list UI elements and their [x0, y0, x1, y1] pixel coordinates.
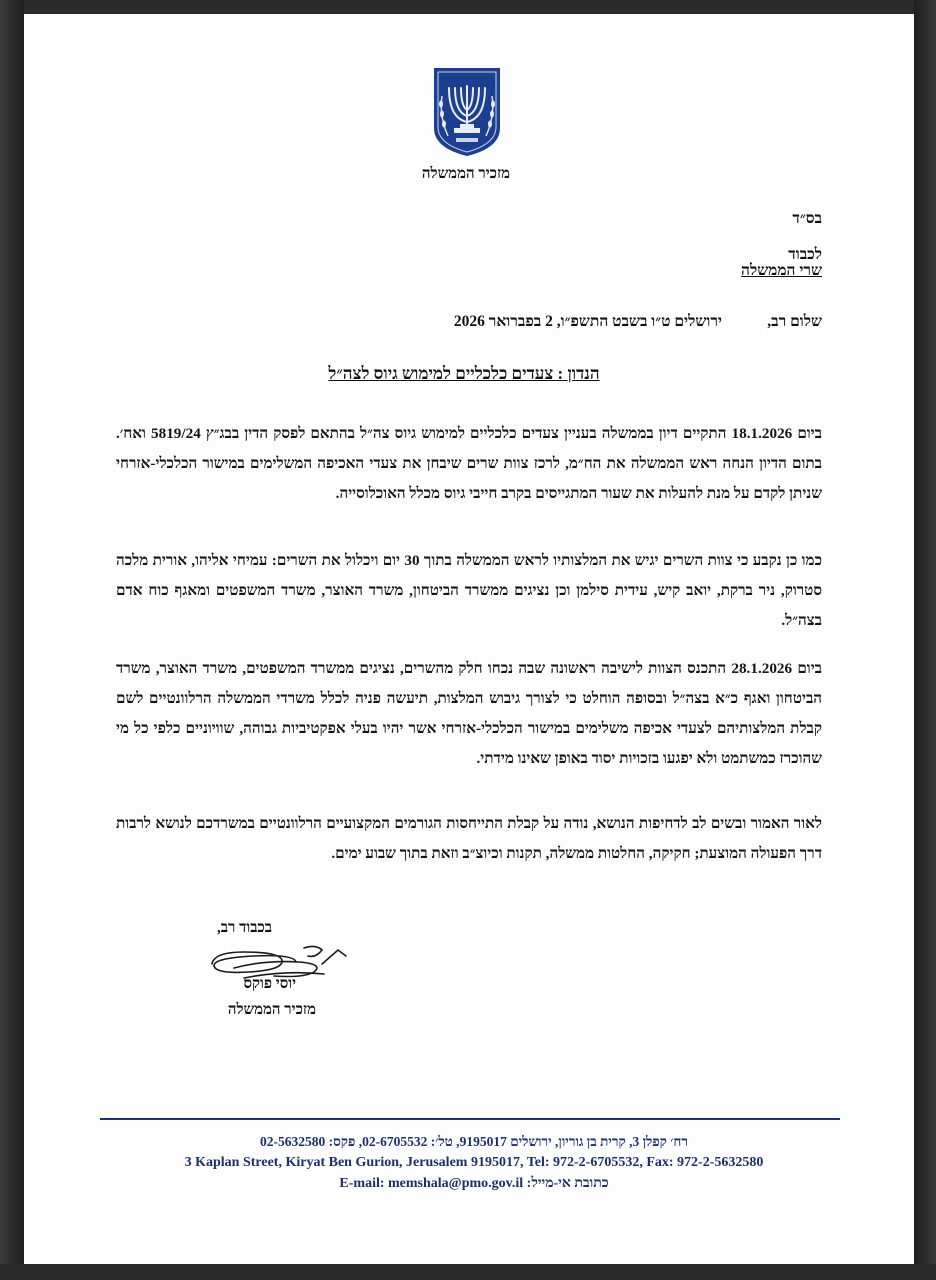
- recipient-label: לכבוד: [788, 246, 822, 263]
- office-title: מזכיר הממשלה: [421, 166, 511, 182]
- photo-frame-bottom: [0, 1264, 936, 1280]
- photo-frame-right: [914, 0, 936, 1280]
- letter-subject: הנדון : צעדים כלכליים למימוש גיוס לצה״ל: [328, 364, 600, 383]
- letter-page: [24, 14, 914, 1264]
- closing-line: בכבוד רב,: [217, 920, 272, 936]
- footer-email-label: כתובת אי-מייל:: [526, 1176, 609, 1191]
- signer-title: מזכיר הממשלה: [227, 1002, 316, 1018]
- besd-mark: בס״ד: [792, 210, 822, 227]
- state-emblem-icon: [432, 66, 502, 158]
- recipient-name: שרי הממשלה: [741, 262, 822, 279]
- footer-email-address[interactable]: E-mail: memshala@pmo.gov.il: [339, 1176, 524, 1191]
- photo-frame-top: [0, 0, 936, 14]
- photo-frame-left: [0, 0, 24, 1280]
- body-paragraph-4: לאור האמור ובשים לב לדחיפות הנושא, נודה על קבלת התייחסות הגורמים המקצועיים הרלוונטיים במשרדכם לנושא לרבות דרך הפעולה המוצעת; חקיקה, החלטות ממשלה, תקנות וכיוצ״ב וזאת בתוך שבוע ימים.: [116, 815, 822, 862]
- footer-address-hebrew: רח׳ קפלן 3, קרית בן גוריון, ירושלים 9195017, טל׳: 02-6705532, פקס: 02-5632580: [259, 1134, 689, 1149]
- footer-divider: [100, 1118, 840, 1120]
- letter-date: ירושלים ט״ו בשבט התשפ״ו, 2 בפברואר 2026: [453, 313, 722, 330]
- greeting: שלום רב,: [767, 313, 822, 330]
- body-paragraph-2: כמו כן נקבע כי צוות השרים יגיש את המלצותיו לראש הממשלה בתוך 30 יום ויכלול את השרים: עמיחי אליהו, אורית מלכה סטרוק, ניר ברקת, יואב קיש, עידית סילמן וכן נציגים ממשרד הביטחון, משרד האוצר, משרד המשפטים ומאגף כוח אדם בצה״ל.: [116, 552, 822, 629]
- footer-email: [204, 1176, 744, 1192]
- footer-address-english: 3 Kaplan Street, Kiryat Ben Gurion, Jerusalem 9195017, Tel: 972-2-6705532, Fax: 972-2-5632580: [184, 1155, 764, 1170]
- body-paragraph-3: ביום 28.1.2026 התכנס הצוות לישיבה ראשונה שבה נכחו חלק מהשרים, נציגים ממשרד המשפטים, משרד האוצר, משרד הביטחון ואגף כ״א בצה״ל ובסופה הוחלט כי לצורך גיבוש המלצות, תיעשה פניה לכלל משרדי הממשלה הרלוונטיים לשם קבלת המלצותיהם לצעדי אכיפה משלימים במישור הכלכלי-אזרחי אשר יהיו בעלי אפקטיביות גבוהה, שוויוניים כלפי כל מי שהוכרז כמשתמט ולא יפגעו בזכויות יסוד באופן שאינו מידתי.: [116, 660, 822, 767]
- signer-name: יוסי פוקס: [243, 976, 296, 992]
- body-paragraph-1: ביום 18.1.2026 התקיים דיון בממשלה בעניין צעדים כלכליים למימוש גיוס צה״ל בהתאם לפסק הדין בבג״ץ 5819/24 ואח׳. בתום הדיון הנחה ראש הממשלה את הח״מ, לרכז צוות שרים שיבחן את צעדי האכיפה המשלימים במישור הכלכלי-אזרחי שניתן לקדם על מנת להעלות את שעור המתגייסים בקרב חייבי גיוס מכלל האוכלוסייה.: [116, 425, 822, 502]
